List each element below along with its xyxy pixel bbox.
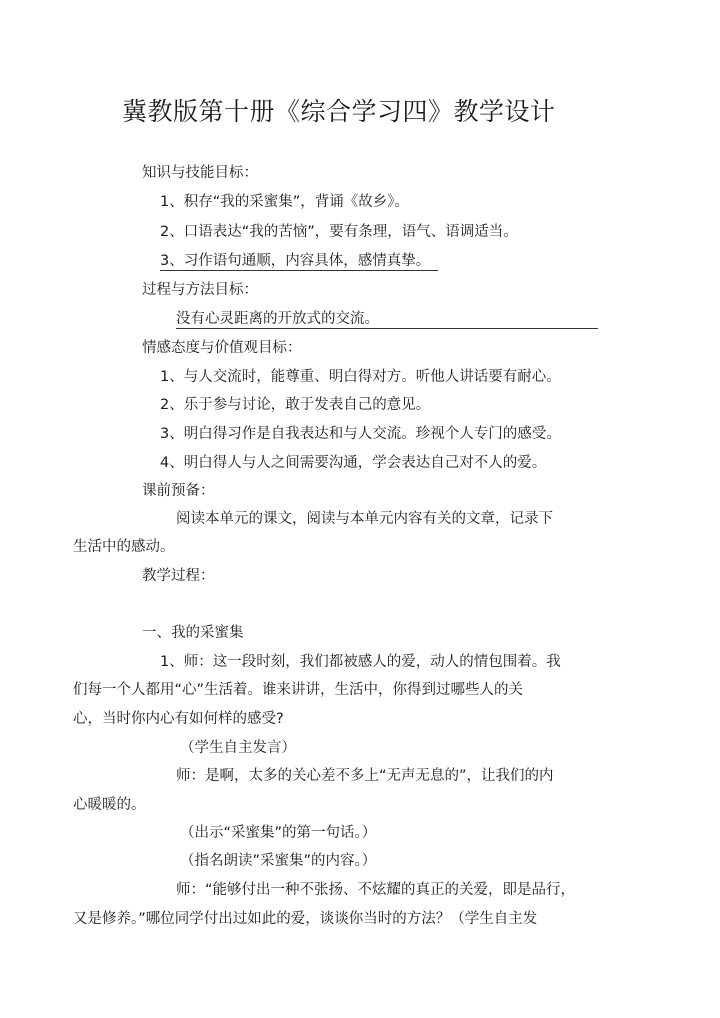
body-line-1: 1、师：这一段时刻，我们都被感人的爱，动人的情包围着。我 (160, 654, 561, 670)
knowledge-heading: 知识与技能目标： (142, 165, 258, 181)
document-title: 冀教版第十册《综合学习四》教学设计 (122, 97, 556, 126)
emotion-item-2: 2、乐于参与讨论，敢于发表自己的意见。 (160, 397, 431, 413)
process2-heading: 教学过程： (142, 568, 215, 584)
body-line-4: （学生自主发言） (180, 740, 296, 756)
process-text: 没有心灵距离的开放式的交流。 (176, 310, 598, 329)
body-line-6: 心暖暖的。 (73, 797, 146, 813)
knowledge-item-1: 1、积存“我的采蜜集”，背诵《故乡》。 (160, 194, 409, 210)
emotion-item-4: 4、明白得人与人之间需要沟通，学会表达自己对不人的爱。 (160, 455, 547, 471)
body-line-5: 师：是啊，太多的关心差不多上“无声无息的”，让我们的内 (176, 768, 554, 784)
emotion-heading: 情感态度与价值观目标： (142, 340, 302, 356)
prep-heading: 课前预备： (142, 483, 215, 499)
section1-heading: 一、我的采蜜集 (142, 625, 244, 641)
emotion-item-1: 1、与人交流时，能尊重、明白得对方。听他人讲话要有耐心。 (160, 369, 561, 385)
process-heading: 过程与方法目标： (142, 282, 258, 298)
body-line-3: 心，当时你内心有如何样的感受? (73, 711, 284, 727)
prep-text-line-2: 生活中的感动。 (73, 539, 175, 555)
body-line-7: （出示“采蜜集”的第一句话。） (180, 825, 377, 841)
knowledge-item-3: 3、习作语句通顺，内容具体，感情真挚。 (160, 252, 438, 271)
body-line-10: 又是修养。”哪位同学付出过如此的爱，谈谈你当时的方法？（学生自主发 (73, 911, 538, 927)
body-line-9: 师：“能够付出一种不张扬、不炫耀的真正的关爱，即是品行， (176, 882, 576, 898)
body-line-8: （指名朗读”采蜜集”的内容。） (180, 853, 377, 869)
body-line-2: 们每一个人都用“心”生活着。谁来讲讲，生活中，你得到过哪些人的关 (73, 682, 524, 698)
knowledge-item-2: 2、口语表达“我的苦恼”，要有条理，语气、语调适当。 (160, 224, 518, 240)
emotion-item-3: 3、明白得习作是自我表达和与人交流。珍视个人专门的感受。 (160, 426, 561, 442)
prep-text-line-1: 阅读本单元的课文，阅读与本单元内容有关的文章，记录下 (176, 511, 553, 527)
